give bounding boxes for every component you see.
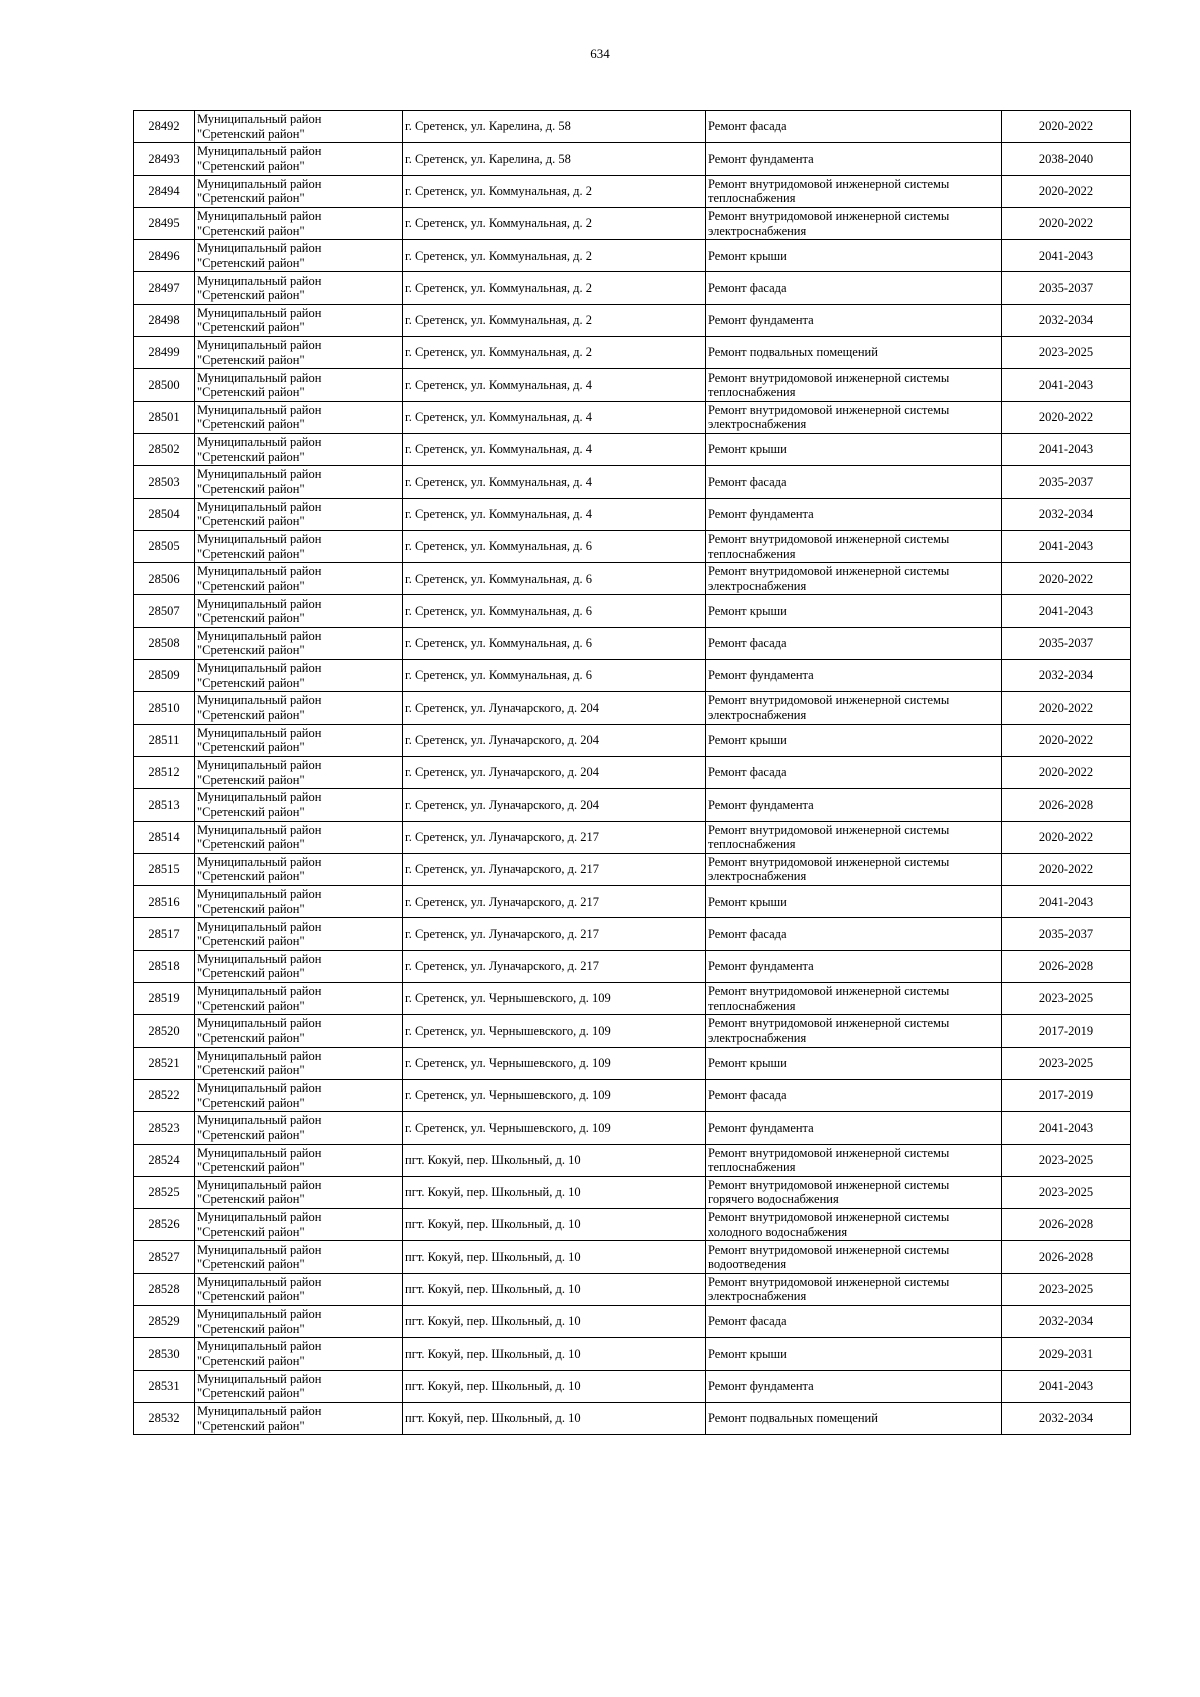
work-type-cell: Ремонт крыши <box>706 1047 1002 1079</box>
work-type-cell: Ремонт внутридомовой инженерной системы холодного водоснабжения <box>706 1209 1002 1241</box>
municipality-cell: Муниципальный район "Сретенский район" <box>195 756 403 788</box>
address-cell: г. Сретенск, ул. Карелина, д. 58 <box>403 111 706 143</box>
work-type-cell: Ремонт фундамента <box>706 1112 1002 1144</box>
table-row <box>134 1144 1131 1176</box>
work-type-cell: Ремонт внутридомовой инженерной системы водоотведения <box>706 1241 1002 1273</box>
period-cell: 2038-2040 <box>1002 143 1131 175</box>
work-type-cell: Ремонт крыши <box>706 886 1002 918</box>
row-number-cell: 28519 <box>134 983 195 1015</box>
work-type-cell: Ремонт фасада <box>706 756 1002 788</box>
period-cell: 2023-2025 <box>1002 1144 1131 1176</box>
work-type-cell: Ремонт крыши <box>706 433 1002 465</box>
table-row <box>134 821 1131 853</box>
row-number-cell: 28494 <box>134 175 195 207</box>
row-number-cell: 28523 <box>134 1112 195 1144</box>
period-cell: 2041-2043 <box>1002 433 1131 465</box>
address-cell: пгт. Кокуй, пер. Школьный, д. 10 <box>403 1338 706 1370</box>
table-row <box>134 1209 1131 1241</box>
work-type-cell: Ремонт фундамента <box>706 498 1002 530</box>
municipality-cell: Муниципальный район "Сретенский район" <box>195 660 403 692</box>
municipality-cell: Муниципальный район "Сретенский район" <box>195 886 403 918</box>
table-row <box>134 143 1131 175</box>
table-row <box>134 563 1131 595</box>
row-number-cell: 28501 <box>134 401 195 433</box>
row-number-cell: 28499 <box>134 337 195 369</box>
work-type-cell: Ремонт внутридомовой инженерной системы горячего водоснабжения <box>706 1176 1002 1208</box>
period-cell: 2032-2034 <box>1002 660 1131 692</box>
table-row <box>134 724 1131 756</box>
address-cell: пгт. Кокуй, пер. Школьный, д. 10 <box>403 1273 706 1305</box>
table-row <box>134 240 1131 272</box>
row-number-cell: 28520 <box>134 1015 195 1047</box>
address-cell: г. Сретенск, ул. Коммунальная, д. 4 <box>403 401 706 433</box>
row-number-cell: 28505 <box>134 530 195 562</box>
work-type-cell: Ремонт внутридомовой инженерной системы электроснабжения <box>706 1015 1002 1047</box>
period-cell: 2023-2025 <box>1002 337 1131 369</box>
address-cell: пгт. Кокуй, пер. Школьный, д. 10 <box>403 1144 706 1176</box>
table-row <box>134 918 1131 950</box>
work-type-cell: Ремонт внутридомовой инженерной системы электроснабжения <box>706 207 1002 239</box>
table-row <box>134 1079 1131 1111</box>
municipality-cell: Муниципальный район "Сретенский район" <box>195 983 403 1015</box>
table-row <box>134 369 1131 401</box>
address-cell: г. Сретенск, ул. Чернышевского, д. 109 <box>403 1079 706 1111</box>
address-cell: г. Сретенск, ул. Коммунальная, д. 2 <box>403 240 706 272</box>
municipality-cell: Муниципальный район "Сретенский район" <box>195 240 403 272</box>
period-cell: 2020-2022 <box>1002 175 1131 207</box>
municipality-cell: Муниципальный район "Сретенский район" <box>195 1144 403 1176</box>
period-cell: 2026-2028 <box>1002 789 1131 821</box>
municipality-cell: Муниципальный район "Сретенский район" <box>195 1176 403 1208</box>
address-cell: г. Сретенск, ул. Коммунальная, д. 4 <box>403 498 706 530</box>
address-cell: г. Сретенск, ул. Коммунальная, д. 2 <box>403 175 706 207</box>
address-cell: пгт. Кокуй, пер. Школьный, д. 10 <box>403 1209 706 1241</box>
work-type-cell: Ремонт фундамента <box>706 304 1002 336</box>
period-cell: 2035-2037 <box>1002 466 1131 498</box>
municipality-cell: Муниципальный район "Сретенский район" <box>195 563 403 595</box>
municipality-cell: Муниципальный район "Сретенский район" <box>195 272 403 304</box>
municipality-cell: Муниципальный район "Сретенский район" <box>195 1047 403 1079</box>
row-number-cell: 28532 <box>134 1402 195 1434</box>
municipality-cell: Муниципальный район "Сретенский район" <box>195 918 403 950</box>
work-type-cell: Ремонт крыши <box>706 240 1002 272</box>
row-number-cell: 28507 <box>134 595 195 627</box>
work-type-cell: Ремонт подвальных помещений <box>706 337 1002 369</box>
municipality-cell: Муниципальный район "Сретенский район" <box>195 175 403 207</box>
period-cell: 2020-2022 <box>1002 724 1131 756</box>
row-number-cell: 28513 <box>134 789 195 821</box>
address-cell: пгт. Кокуй, пер. Школьный, д. 10 <box>403 1402 706 1434</box>
work-type-cell: Ремонт внутридомовой инженерной системы теплоснабжения <box>706 821 1002 853</box>
address-cell: пгт. Кокуй, пер. Школьный, д. 10 <box>403 1176 706 1208</box>
municipality-cell: Муниципальный район "Сретенский район" <box>195 692 403 724</box>
row-number-cell: 28509 <box>134 660 195 692</box>
period-cell: 2020-2022 <box>1002 401 1131 433</box>
address-cell: пгт. Кокуй, пер. Школьный, д. 10 <box>403 1305 706 1337</box>
municipality-cell: Муниципальный район "Сретенский район" <box>195 821 403 853</box>
address-cell: г. Сретенск, ул. Коммунальная, д. 2 <box>403 304 706 336</box>
period-cell: 2029-2031 <box>1002 1338 1131 1370</box>
row-number-cell: 28511 <box>134 724 195 756</box>
table-row <box>134 337 1131 369</box>
row-number-cell: 28525 <box>134 1176 195 1208</box>
period-cell: 2032-2034 <box>1002 1402 1131 1434</box>
table-row <box>134 111 1131 143</box>
row-number-cell: 28524 <box>134 1144 195 1176</box>
municipality-cell: Муниципальный район "Сретенский район" <box>195 466 403 498</box>
row-number-cell: 28504 <box>134 498 195 530</box>
period-cell: 2041-2043 <box>1002 1370 1131 1402</box>
row-number-cell: 28529 <box>134 1305 195 1337</box>
row-number-cell: 28516 <box>134 886 195 918</box>
row-number-cell: 28528 <box>134 1273 195 1305</box>
municipality-cell: Муниципальный район "Сретенский район" <box>195 1241 403 1273</box>
row-number-cell: 28510 <box>134 692 195 724</box>
period-cell: 2035-2037 <box>1002 918 1131 950</box>
table-row <box>134 1370 1131 1402</box>
table-row <box>134 789 1131 821</box>
period-cell: 2032-2034 <box>1002 304 1131 336</box>
period-cell: 2017-2019 <box>1002 1079 1131 1111</box>
address-cell: г. Сретенск, ул. Чернышевского, д. 109 <box>403 1015 706 1047</box>
municipality-cell: Муниципальный район "Сретенский район" <box>195 1209 403 1241</box>
work-type-cell: Ремонт внутридомовой инженерной системы теплоснабжения <box>706 983 1002 1015</box>
period-cell: 2020-2022 <box>1002 563 1131 595</box>
row-number-cell: 28527 <box>134 1241 195 1273</box>
work-type-cell: Ремонт внутридомовой инженерной системы теплоснабжения <box>706 1144 1002 1176</box>
row-number-cell: 28495 <box>134 207 195 239</box>
address-cell: г. Сретенск, ул. Луначарского, д. 204 <box>403 756 706 788</box>
row-number-cell: 28512 <box>134 756 195 788</box>
municipality-cell: Муниципальный район "Сретенский район" <box>195 1338 403 1370</box>
municipality-cell: Муниципальный район "Сретенский район" <box>195 111 403 143</box>
address-cell: г. Сретенск, ул. Коммунальная, д. 4 <box>403 433 706 465</box>
work-type-cell: Ремонт крыши <box>706 595 1002 627</box>
work-type-cell: Ремонт фасада <box>706 272 1002 304</box>
table-row <box>134 175 1131 207</box>
period-cell: 2032-2034 <box>1002 1305 1131 1337</box>
period-cell: 2035-2037 <box>1002 627 1131 659</box>
row-number-cell: 28498 <box>134 304 195 336</box>
address-cell: г. Сретенск, ул. Коммунальная, д. 6 <box>403 660 706 692</box>
work-type-cell: Ремонт фундамента <box>706 789 1002 821</box>
table-row <box>134 1047 1131 1079</box>
period-cell: 2023-2025 <box>1002 983 1131 1015</box>
work-type-cell: Ремонт фундамента <box>706 660 1002 692</box>
work-type-cell: Ремонт подвальных помещений <box>706 1402 1002 1434</box>
period-cell: 2026-2028 <box>1002 1209 1131 1241</box>
period-cell: 2041-2043 <box>1002 886 1131 918</box>
row-number-cell: 28515 <box>134 853 195 885</box>
work-type-cell: Ремонт внутридомовой инженерной системы теплоснабжения <box>706 530 1002 562</box>
period-cell: 2041-2043 <box>1002 240 1131 272</box>
table-row <box>134 627 1131 659</box>
municipality-cell: Муниципальный район "Сретенский район" <box>195 337 403 369</box>
table-row <box>134 1305 1131 1337</box>
period-cell: 2041-2043 <box>1002 1112 1131 1144</box>
table-row <box>134 401 1131 433</box>
row-number-cell: 28497 <box>134 272 195 304</box>
row-number-cell: 28518 <box>134 950 195 982</box>
table-row <box>134 950 1131 982</box>
work-type-cell: Ремонт фундамента <box>706 143 1002 175</box>
address-cell: г. Сретенск, ул. Луначарского, д. 217 <box>403 950 706 982</box>
municipality-cell: Муниципальный район "Сретенский район" <box>195 627 403 659</box>
municipality-cell: Муниципальный район "Сретенский район" <box>195 1015 403 1047</box>
table-row <box>134 595 1131 627</box>
municipality-cell: Муниципальный район "Сретенский район" <box>195 433 403 465</box>
period-cell: 2041-2043 <box>1002 595 1131 627</box>
table-row <box>134 207 1131 239</box>
row-number-cell: 28496 <box>134 240 195 272</box>
work-type-cell: Ремонт фундамента <box>706 950 1002 982</box>
address-cell: г. Сретенск, ул. Коммунальная, д. 2 <box>403 272 706 304</box>
table-row <box>134 692 1131 724</box>
period-cell: 2026-2028 <box>1002 1241 1131 1273</box>
work-type-cell: Ремонт внутридомовой инженерной системы электроснабжения <box>706 692 1002 724</box>
table-row <box>134 1015 1131 1047</box>
row-number-cell: 28492 <box>134 111 195 143</box>
row-number-cell: 28500 <box>134 369 195 401</box>
address-cell: г. Сретенск, ул. Коммунальная, д. 2 <box>403 337 706 369</box>
row-number-cell: 28506 <box>134 563 195 595</box>
table-row <box>134 1402 1131 1434</box>
period-cell: 2035-2037 <box>1002 272 1131 304</box>
table-row <box>134 1241 1131 1273</box>
repair-registry-table <box>133 110 1131 1435</box>
table-row <box>134 272 1131 304</box>
period-cell: 2041-2043 <box>1002 369 1131 401</box>
address-cell: г. Сретенск, ул. Луначарского, д. 217 <box>403 918 706 950</box>
table-row <box>134 1112 1131 1144</box>
work-type-cell: Ремонт крыши <box>706 724 1002 756</box>
work-type-cell: Ремонт фасада <box>706 1305 1002 1337</box>
period-cell: 2026-2028 <box>1002 950 1131 982</box>
period-cell: 2041-2043 <box>1002 530 1131 562</box>
page-number: 634 <box>590 46 610 61</box>
table-row <box>134 1273 1131 1305</box>
municipality-cell: Муниципальный район "Сретенский район" <box>195 207 403 239</box>
period-cell: 2023-2025 <box>1002 1176 1131 1208</box>
period-cell: 2023-2025 <box>1002 1047 1131 1079</box>
period-cell: 2017-2019 <box>1002 1015 1131 1047</box>
table-row <box>134 886 1131 918</box>
address-cell: г. Сретенск, ул. Коммунальная, д. 6 <box>403 530 706 562</box>
table-row <box>134 466 1131 498</box>
municipality-cell: Муниципальный район "Сретенский район" <box>195 304 403 336</box>
work-type-cell: Ремонт фундамента <box>706 1370 1002 1402</box>
work-type-cell: Ремонт фасада <box>706 111 1002 143</box>
row-number-cell: 28521 <box>134 1047 195 1079</box>
row-number-cell: 28526 <box>134 1209 195 1241</box>
table-row <box>134 1338 1131 1370</box>
municipality-cell: Муниципальный район "Сретенский район" <box>195 530 403 562</box>
table-row <box>134 1176 1131 1208</box>
work-type-cell: Ремонт внутридомовой инженерной системы теплоснабжения <box>706 175 1002 207</box>
row-number-cell: 28502 <box>134 433 195 465</box>
table-row <box>134 530 1131 562</box>
address-cell: г. Сретенск, ул. Луначарского, д. 204 <box>403 724 706 756</box>
work-type-cell: Ремонт внутридомовой инженерной системы электроснабжения <box>706 1273 1002 1305</box>
work-type-cell: Ремонт фасада <box>706 466 1002 498</box>
period-cell: 2023-2025 <box>1002 1273 1131 1305</box>
address-cell: г. Сретенск, ул. Коммунальная, д. 6 <box>403 595 706 627</box>
work-type-cell: Ремонт внутридомовой инженерной системы электроснабжения <box>706 401 1002 433</box>
address-cell: г. Сретенск, ул. Коммунальная, д. 4 <box>403 466 706 498</box>
row-number-cell: 28503 <box>134 466 195 498</box>
address-cell: г. Сретенск, ул. Коммунальная, д. 4 <box>403 369 706 401</box>
address-cell: пгт. Кокуй, пер. Школьный, д. 10 <box>403 1370 706 1402</box>
period-cell: 2020-2022 <box>1002 821 1131 853</box>
period-cell: 2020-2022 <box>1002 207 1131 239</box>
table-row <box>134 498 1131 530</box>
address-cell: г. Сретенск, ул. Луначарского, д. 204 <box>403 789 706 821</box>
work-type-cell: Ремонт крыши <box>706 1338 1002 1370</box>
municipality-cell: Муниципальный район "Сретенский район" <box>195 401 403 433</box>
work-type-cell: Ремонт внутридомовой инженерной системы электроснабжения <box>706 853 1002 885</box>
address-cell: г. Сретенск, ул. Луначарского, д. 217 <box>403 821 706 853</box>
period-cell: 2020-2022 <box>1002 756 1131 788</box>
municipality-cell: Муниципальный район "Сретенский район" <box>195 1079 403 1111</box>
work-type-cell: Ремонт фасада <box>706 1079 1002 1111</box>
address-cell: г. Сретенск, ул. Чернышевского, д. 109 <box>403 1112 706 1144</box>
work-type-cell: Ремонт внутридомовой инженерной системы теплоснабжения <box>706 369 1002 401</box>
row-number-cell: 28517 <box>134 918 195 950</box>
municipality-cell: Муниципальный район "Сретенский район" <box>195 143 403 175</box>
table-row <box>134 433 1131 465</box>
municipality-cell: Муниципальный район "Сретенский район" <box>195 950 403 982</box>
table-row <box>134 853 1131 885</box>
period-cell: 2020-2022 <box>1002 853 1131 885</box>
table-row <box>134 304 1131 336</box>
municipality-cell: Муниципальный район "Сретенский район" <box>195 1112 403 1144</box>
table-row <box>134 660 1131 692</box>
municipality-cell: Муниципальный район "Сретенский район" <box>195 853 403 885</box>
municipality-cell: Муниципальный район "Сретенский район" <box>195 724 403 756</box>
municipality-cell: Муниципальный район "Сретенский район" <box>195 1273 403 1305</box>
municipality-cell: Муниципальный район "Сретенский район" <box>195 1402 403 1434</box>
table-row <box>134 756 1131 788</box>
table-row <box>134 983 1131 1015</box>
municipality-cell: Муниципальный район "Сретенский район" <box>195 1370 403 1402</box>
municipality-cell: Муниципальный район "Сретенский район" <box>195 595 403 627</box>
period-cell: 2020-2022 <box>1002 692 1131 724</box>
address-cell: г. Сретенск, ул. Карелина, д. 58 <box>403 143 706 175</box>
municipality-cell: Муниципальный район "Сретенский район" <box>195 369 403 401</box>
address-cell: г. Сретенск, ул. Коммунальная, д. 6 <box>403 563 706 595</box>
registry-body <box>134 111 1131 1435</box>
work-type-cell: Ремонт внутридомовой инженерной системы электроснабжения <box>706 563 1002 595</box>
row-number-cell: 28508 <box>134 627 195 659</box>
address-cell: г. Сретенск, ул. Чернышевского, д. 109 <box>403 1047 706 1079</box>
municipality-cell: Муниципальный район "Сретенский район" <box>195 789 403 821</box>
address-cell: пгт. Кокуй, пер. Школьный, д. 10 <box>403 1241 706 1273</box>
period-cell: 2020-2022 <box>1002 111 1131 143</box>
address-cell: г. Сретенск, ул. Луначарского, д. 204 <box>403 692 706 724</box>
row-number-cell: 28514 <box>134 821 195 853</box>
address-cell: г. Сретенск, ул. Коммунальная, д. 2 <box>403 207 706 239</box>
address-cell: г. Сретенск, ул. Луначарского, д. 217 <box>403 853 706 885</box>
address-cell: г. Сретенск, ул. Коммунальная, д. 6 <box>403 627 706 659</box>
row-number-cell: 28530 <box>134 1338 195 1370</box>
municipality-cell: Муниципальный район "Сретенский район" <box>195 1305 403 1337</box>
period-cell: 2032-2034 <box>1002 498 1131 530</box>
row-number-cell: 28531 <box>134 1370 195 1402</box>
work-type-cell: Ремонт фасада <box>706 918 1002 950</box>
work-type-cell: Ремонт фасада <box>706 627 1002 659</box>
municipality-cell: Муниципальный район "Сретенский район" <box>195 498 403 530</box>
row-number-cell: 28522 <box>134 1079 195 1111</box>
address-cell: г. Сретенск, ул. Луначарского, д. 217 <box>403 886 706 918</box>
row-number-cell: 28493 <box>134 143 195 175</box>
address-cell: г. Сретенск, ул. Чернышевского, д. 109 <box>403 983 706 1015</box>
